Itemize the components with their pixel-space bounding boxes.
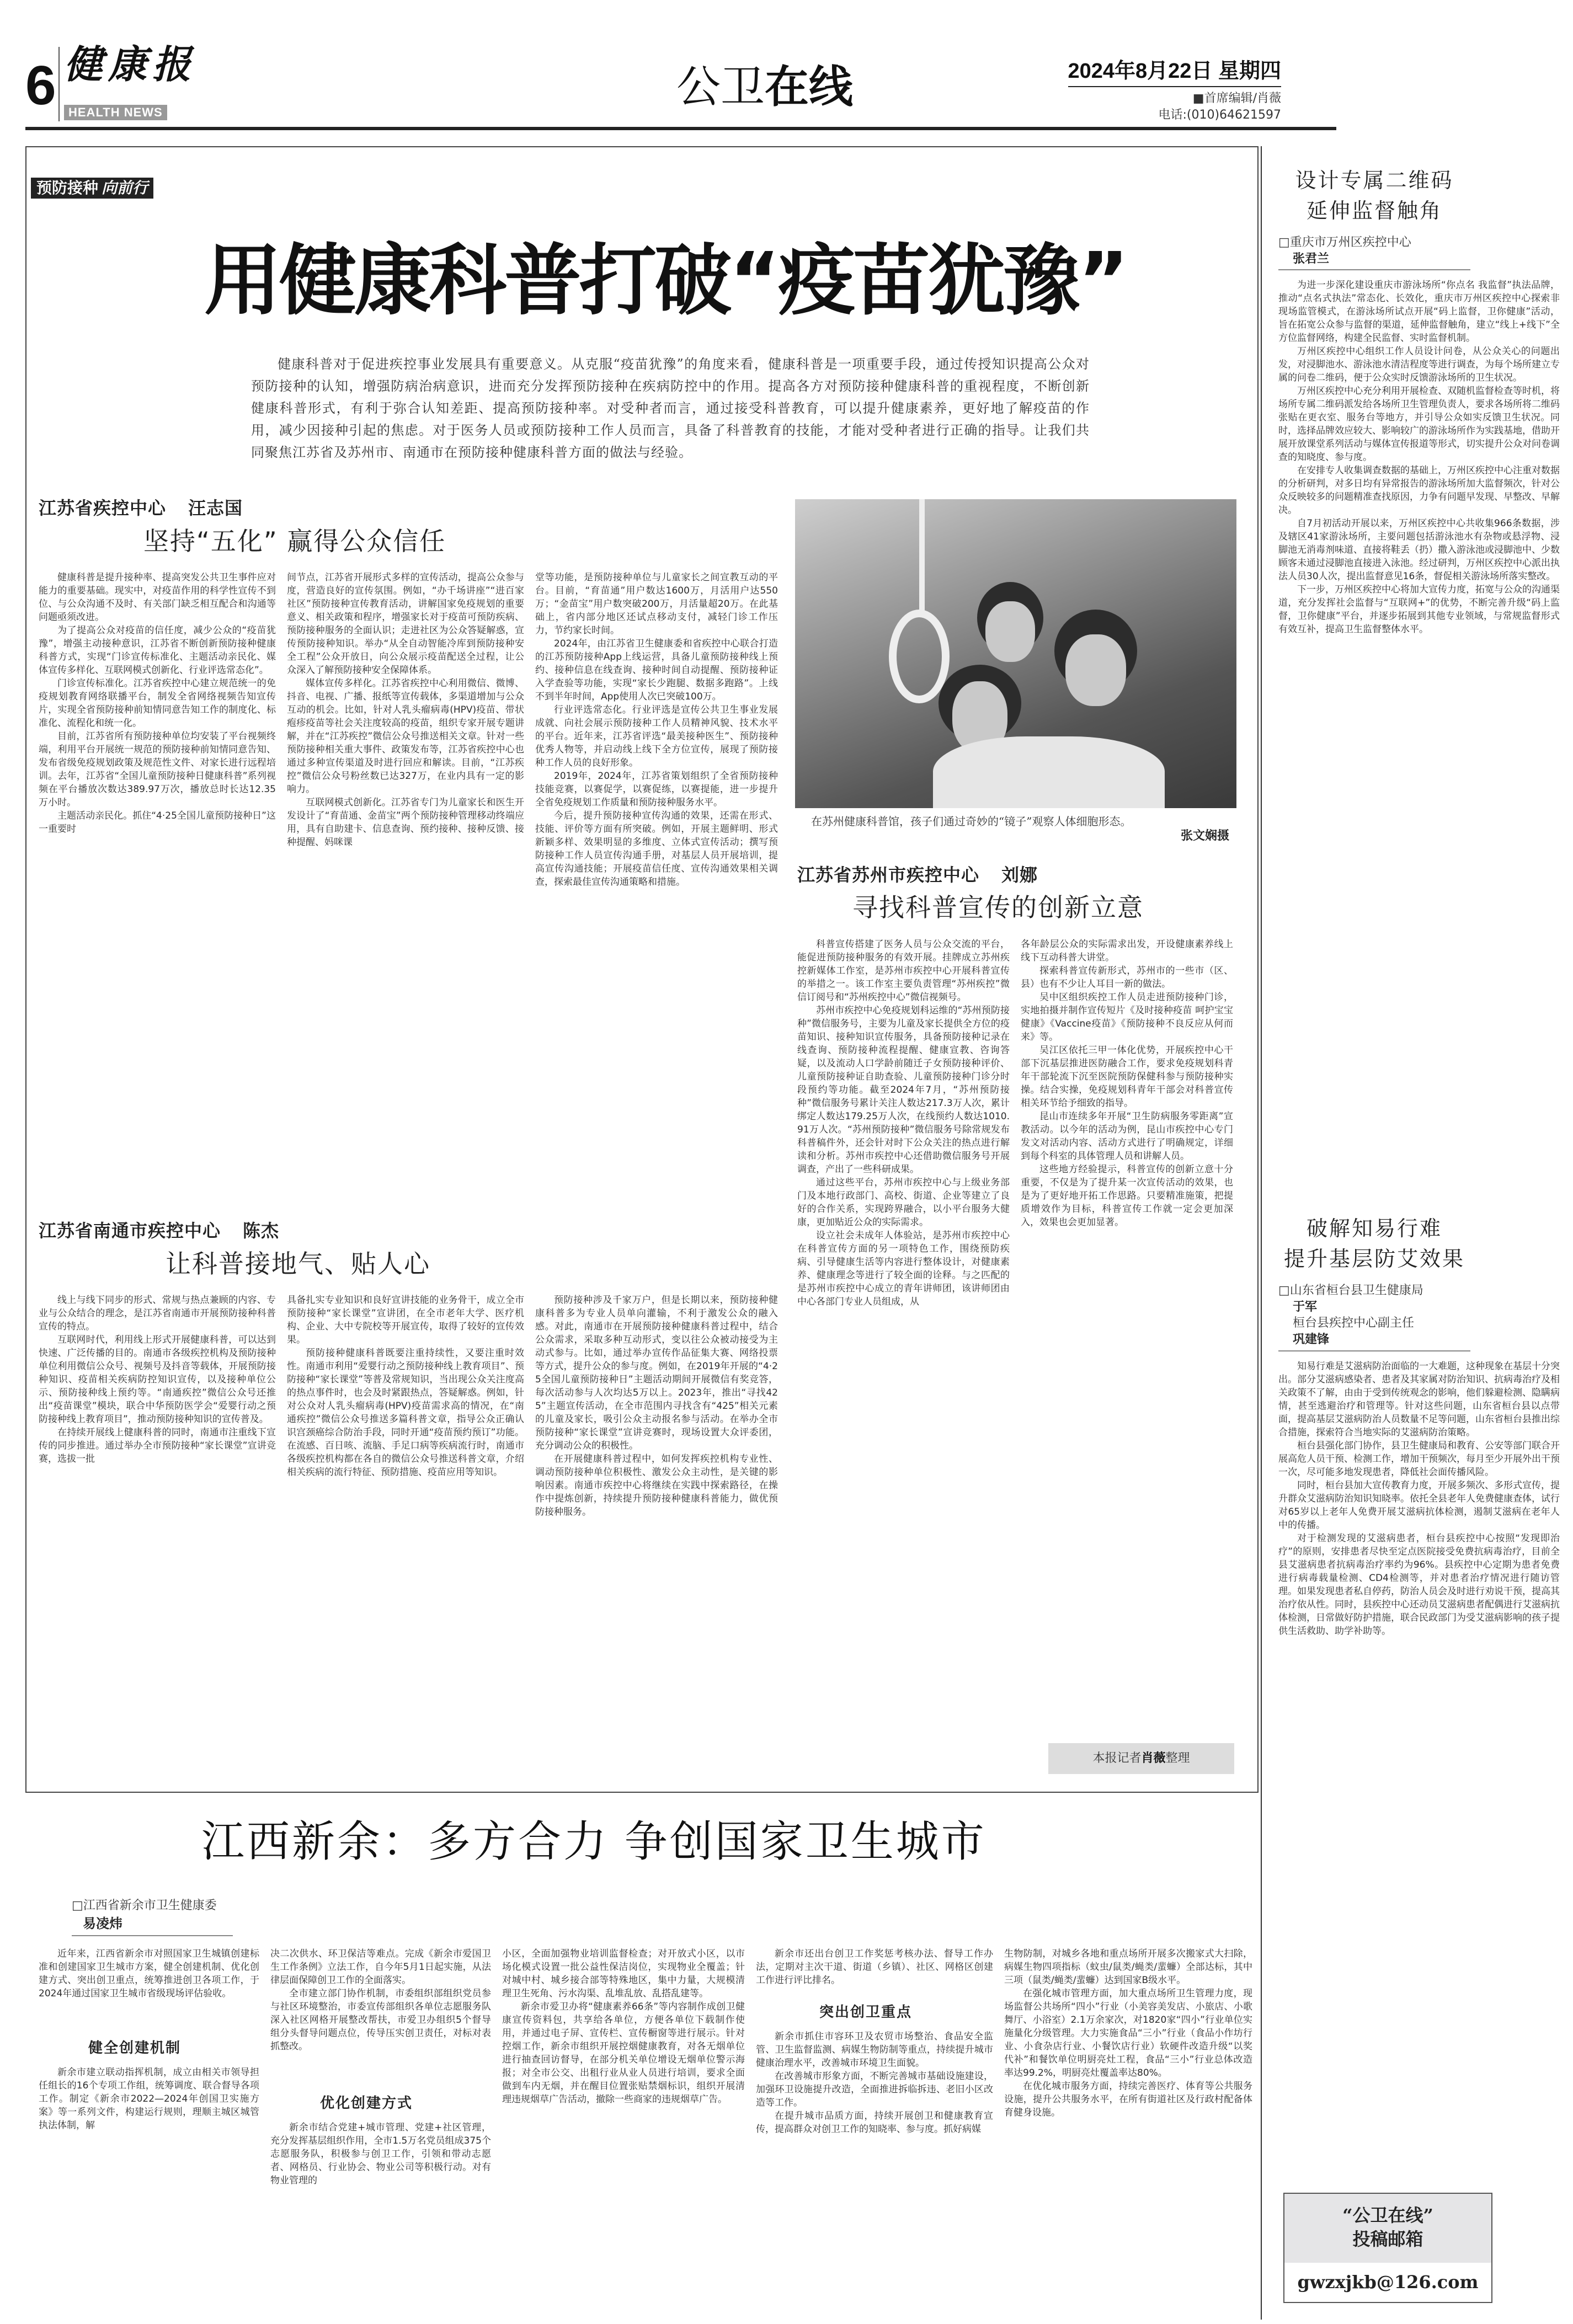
sidebar-story-2-body bbox=[1278, 1360, 1560, 1638]
masthead bbox=[25, 41, 1336, 130]
sidebar-story-2-org: □山东省桓台县卫生健康局 bbox=[1278, 1284, 1423, 1297]
paragraph: 万州区疾控中心组织工作人员设计问卷，从公众关心的问题出发，对浸脚池水、游泳池水清洁程度等进行调查，为每个场所建立专属的问卷二维码，便于公众实时反馈游泳场所的卫生状况。 bbox=[1278, 346, 1560, 383]
paragraph: 在安排专人收集调查数据的基础上，万州区疾控中心注重对数据的分析研判，对多日均有异常报告的游泳场所加大监督频次，针对公众反映较多的问题精准查找原因，力争有问题早发现、早整改、早解决。 bbox=[1278, 465, 1560, 516]
paragraph: 自7月初活动开展以来，万州区疾控中心共收集966条数据，涉及辖区41家游泳场所，主要问题包括游泳池水有杂物或悬浮物、浸脚池无消毒剂味道、直接将鞋丢（扔）撒入游泳池或浸脚池中、少数顾客未通过浸脚池直接进入泳池。经过研判，万州区疾控中心派出执法人员30人次，提出监督意见16条，督促相关游泳场所落实整改。 bbox=[1278, 518, 1560, 582]
bottom-column-4b bbox=[756, 2030, 993, 2136]
paragraph: 全市建立部门协作机制，市委组织部组织党员参与社区环境整治，市委宣传部组织各单位志愿服务队深入社区网格开展整改帮扶，市爱卫办组织5个督导组分头督导问题点位，传导压实创卫责任，对标对表抓整改。 bbox=[270, 1988, 491, 2052]
article-2-org: 江苏省苏州市疾控中心 bbox=[797, 864, 980, 885]
paragraph: 在提升城市品质方面，持续开展创卫和健康教育宣传，提高群众对创卫工作的知晓率、参与度。抓好病媒 bbox=[756, 2111, 993, 2135]
bottom-column-4 bbox=[756, 1947, 993, 1987]
bottom-author: 易凌炜 bbox=[83, 1915, 122, 1931]
paragraph: 吴中区组织疾控工作人员走进预防接种门诊，实地拍摄并制作宣传短片《及时接种疫苗 呵护宝宝健康》《Vaccine疫苗》《预防接种不良反应从何而来》等。 bbox=[1021, 992, 1233, 1043]
column-tag bbox=[31, 178, 153, 199]
paragraph: 在优化城市服务方面，持续完善医疗、体育等公共服务设施，提升公共服务水平，在所有街道社区及行政村配备体育健身设施。 bbox=[1004, 2081, 1252, 2118]
article-3-byline bbox=[39, 1222, 279, 1240]
article-2-title: 寻找科普宣传的创新立意 bbox=[852, 893, 1144, 922]
bottom-headline: 江西新余：多方合力 争创国家卫生城市 bbox=[201, 1817, 987, 1867]
paragraph: 新余市建立联动指挥机制，成立由相关市领导担任组长的16个专项工作组，统筹调度、联合督导各项工作。制定《新余市2022—2024年创国卫实施方案》等一系列文件，构建运行规则，理顺主城区城管执法体制，解 bbox=[39, 2067, 259, 2131]
masthead-divider bbox=[58, 47, 60, 121]
photo-mirror bbox=[889, 610, 950, 703]
feature-intro: 健康科普对于促进疾控事业发展具有重要意义。从克服“疫苗犹豫”的角度来看，健康科普是一项重要手段，通过传授知识提高公众对预防接种的认知，增强防病治病意识，进而充分发挥预防接种在疾病防控中的作用。提高各方对预防接种健康科普的重视程度，不断创新健康科普形式，有利于弥合认知差距、提高预防接种率。对受种者而言，通过接受科普教育，可以提升健康素养，更好地了解疫苗的作用，减少因接种引起的焦虑。对于医务人员或预防接种工作人员而言，具备了科普教育的技能，才能对受种者进行正确的指导。让我们共同聚焦江苏省及苏州市、南通市在预防接种健康科普方面的做法与经验。 bbox=[251, 356, 1090, 460]
article-3-title: 让科普接地气、贴人心 bbox=[166, 1249, 430, 1279]
paragraph: 万州区疾控中心充分利用开展检查、双随机监督检查等时机，将场所专属二维码派发给各场所卫生管理负责人，要求各场所将二维码张贴在更衣室、服务台等地方，并引导公众如实反馈卫生状况。同时，选择品牌效应较大、影响较广的游泳场所作为实践基地，借助开展开放课堂系列活动与媒体宣传报道等形式，切实提升公众对问卷调查的知晓度、参与度。 bbox=[1278, 386, 1560, 463]
paragraph: 互联网模式创新化。江苏省专门为儿童家长和医生开发设计了“育苗通、金苗宝”两个预防接种管理移动终端应用，具有自助建卡、信息查询、预约接种、接种反馈、接种提醒、妈咪课 bbox=[287, 797, 524, 848]
sidebar-story-2-org-2: 桓台县疾控中心副主任 bbox=[1293, 1316, 1415, 1331]
paragraph: 互联网时代，利用线上形式开展健康科普，可以达到快速、广泛传播的目的。南通市各级疾控机构及预防接种单位利用微信公众号、视频号及抖音等载体，开展预防接种知识、疫苗相关疾病防控知识宣传，以及接种单位公示、预防接种线上预约等。“南通疾控”微信公众号还推出“疫苗课堂”模块，联合中华预防医学会“爱婴行动之预防接种线上教育项目”，推动预防接种知识的宣传普及。 bbox=[39, 1334, 276, 1425]
sidebar-story-2-title-line: 提升基层防艾效果 bbox=[1283, 1247, 1465, 1271]
sidebar-story-1-org: □重庆市万州区疾控中心 bbox=[1278, 236, 1411, 249]
paragraph: 门诊宣传标准化。江苏省疾控中心建立规范统一的免疫规划教育网络联播平台，制发全省网络视频告知宣传片，实现全省预防接种前知情同意告知工作的制度化、标准化、流程化和统一化。 bbox=[39, 678, 276, 729]
bottom-column-5 bbox=[1004, 1947, 1252, 2119]
mailbox-header bbox=[1284, 2194, 1491, 2263]
article-1-column-2 bbox=[287, 571, 524, 849]
paragraph: 桓台县强化部门协作，县卫生健康局和教育、公安等部门联合开展高危人员干预、检测工作，增加干预频次，每月至少开展外出干预一次，尽可能多地发现患者，降低社会面传播风险。 bbox=[1278, 1440, 1560, 1478]
article-3-org: 江苏省南通市疾控中心 bbox=[39, 1220, 221, 1241]
paragraph: 在改善城市形象方面，不断完善城市基础设施建设，加强环卫设施提升改造，全面推进拆临拆违、老旧小区改造等工作。 bbox=[756, 2071, 993, 2108]
sidebar-story-2-author: 于军 bbox=[1293, 1300, 1318, 1314]
paragraph: 在强化城市管理方面，加大重点场所卫生管理力度，现场监督公共场所“四小”行业（小美容美发店、小旅店、小歌舞厅、小浴室）2.1万余家次，对1820家“四小”行业单位实施量化分级管理。大力实施食品“三小”行业（食品小作坊行业、小食杂店行业、小餐饮店行业）软硬件改造升级“以奖代补”和餐饮单位明厨亮灶工程，食品“三小”行业总体改造率达99.2%，明厨亮灶覆盖率达80%。 bbox=[1004, 1988, 1252, 2079]
paragraph: 近年来，江西省新余市对照国家卫生城镇创建标准和创建国家卫生城市方案，健全创建机制、优化创建方式、突出创卫重点，统筹推进创卫各项工作，于2024年通过国家卫生城市省级现场评估验收。 bbox=[39, 1948, 259, 1999]
photo-child-face bbox=[985, 601, 1035, 662]
paragraph: 2019年，2024年，江苏省策划组织了全省预防接种技能竞赛，以赛促学，以赛促练，以赛提能，进一步提升全省免疫规划工作质量和预防接种服务水平。 bbox=[535, 771, 778, 808]
mailbox-email[interactable]: gwzxjkb@126.com bbox=[1297, 2272, 1479, 2293]
article-1-column-3 bbox=[535, 571, 778, 889]
paragraph: 今后，提升预防接种宣传沟通的效果，还需在形式、技能、评价等方面有所突破。例如，开展主题鲜明、形式新颖多样、效果明显的多维度、立体式宣传活动；撰写预防接种工作人员宣传沟通手册，对基层人员开展培训，提高宣传沟通技能；开展疫苗信任度、宣传沟通效果相关调查，探索最佳宣传沟通策略和措施。 bbox=[535, 810, 778, 888]
paragraph: 新余市爱卫办将“健康素养66条”等内容制作成创卫健康宣传资料包，共享给各单位，方便各单位下载制作使用，并通过电子屏、宣传栏、宣传橱窗等进行展示。针对控烟工作，新余市组织开展控烟健康教育，对各无烟单位进行抽查回访督导，在部分机关单位增设无烟单位警示海报；对全市公交、出租行业从业人员进行培训，要求全面做到车内无烟，并在醒目位置张贴禁烟标识，组织开展清理违规烟草广告活动，撤除一些商家的违规烟草广告。 bbox=[502, 2001, 745, 2105]
sidebar-story-2-title bbox=[1278, 1214, 1470, 1274]
article-2-author: 刘娜 bbox=[1001, 864, 1038, 885]
masthead-rule bbox=[25, 127, 1336, 130]
paragraph: 媒体宣传多样化。江苏省疾控中心利用微信、微博、抖音、电视、广播、报纸等宣传载体，多渠道增加与公众互动的机会。比如，针对人乳头瘤病毒(HPV)疫苗、带状疱疹疫苗等社会关注度较高的疫苗，组织专家开展专题讲解，并在“江苏疾控”微信公众号推送相关文章。针对一些预防接种相关重大事件、政策发布等，江苏省疾控中心也通过多种宣传渠道及时进行回应和解读。目前，“江苏疾控”微信公众号粉丝数已达327万，在业内具有一定的影响力。 bbox=[287, 678, 524, 795]
bottom-column-2b bbox=[270, 2121, 491, 2187]
paragraph: 间节点，江苏省开展形式多样的宣传活动，提高公众参与度，营造良好的宣传氛围。例如，“办千场讲座”“进百家社区”预防接种宣传教育活动，讲解国家免疫规划的重要意义、相关政策和程序，增强家长对于疫苗可预防疾病、预防接种服务的全面认识；走进社区为公众答疑解惑，宣传预防接种知识。举办“从全自动智能冷库到预防接种安全工程”公众开放日，向公众展示疫苗配送全过程，让公众深入了解预防接种安全保障体系。 bbox=[287, 572, 524, 676]
paragraph: 堂等功能，是预防接种单位与儿童家长之间宣教互动的平台。目前，“育苗通”用户数达1600万，月活用户达550万；“金苗宝”用户数突破200万，月活量超20万。在此基础上，省内部分地区还试点移动支付，减轻门诊工作压力，节约家长时间。 bbox=[535, 572, 778, 636]
sidebar-story-1-body bbox=[1278, 279, 1560, 636]
paragraph: 预防接种涉及千家万户，但是长期以来，预防接种健康科普多为专业人员单向灌输，不利于激发公众的融入感。对此，南通市在开展预防接种健康科普过程中，结合公众需求，采取多种互动形式，变以往公众被动接受为主动式参与。比如，通过举办宣传作品征集大赛、网络投票等方式，提升公众的参与度。例如，在2019年开展的“4·25全国儿童预防接种日”主题活动期间开展微信有奖竞答，每次活动参与人次均达5万以上。2023年，推出“寻找425”主题宣传活动，在全市范围内寻找含有“425”相关元素的儿童及家长，吸引公众主动报名参与活动。在举办全市预防接种“家长课堂”宣讲竞赛时，现场设置大众评委团，充分调动公众的积极性。 bbox=[535, 1295, 778, 1451]
column-tag-accent: 向前行 bbox=[102, 179, 148, 197]
paragraph: 新余市结合党建+城市管理、党建+社区管理，充分发挥基层组织作用，全市1.5万名党员组成375个志愿服务队，积极参与创卫工作，引领和带动志愿者、网格员、行业协会、物业公司等积极行动。对有物业管理的 bbox=[270, 2122, 491, 2186]
paragraph: 目前，江苏省所有预防接种单位均安装了平台视频终端，利用平台开展统一规范的预防接种前知情同意告知、发布省级免疫规划政策及规范性文件、对家长进行远程培训。去年，江苏省“全国儿童预防接种日健康科普”系列视频在平台播放次数达389.97万次，播放总时长达12.35万小时。 bbox=[39, 731, 276, 808]
article-2-column-2 bbox=[1021, 938, 1233, 1229]
article-3-column-1 bbox=[39, 1294, 276, 1466]
paragraph: 健康科普是提升接种率、提高突发公共卫生事件应对能力的重要基础。现实中，对疫苗作用的科学性宣传不到位、与公众沟通不及时、有关部门缺乏相互配合和沟通等问题亟须改进。 bbox=[39, 572, 276, 623]
photo-child-face bbox=[1065, 634, 1126, 706]
bottom-column-3 bbox=[502, 1947, 745, 2106]
compiled-by-box bbox=[1048, 1743, 1234, 1774]
feature-headline: 用健康科普打破“疫苗犹豫” bbox=[204, 236, 1127, 326]
sidebar-story-1-byline bbox=[1278, 234, 1470, 270]
photo-caption: 在苏州健康科普馆，孩子们通过奇妙的“镜子”观察人体细胞形态。 bbox=[811, 815, 1132, 828]
paragraph: 在开展健康科普过程中，如何发挥疾控机构专业性、调动预防接种单位积极性、激发公众主动性，是关键的影响因素。南通市疾控中心将继续在实践中探索路径，在操作中提炼创新，持续提升预防接种健康科普能力，做优预防接种服务。 bbox=[535, 1454, 778, 1518]
paragraph: 在持续开展线上健康科普的同时，南通市注重线下宣传的同步推进。通过举办全市预防接种“家长课堂”宣讲竞赛，选拔一批 bbox=[39, 1427, 276, 1465]
article-3-author: 陈杰 bbox=[243, 1220, 280, 1241]
article-1-author: 汪志国 bbox=[188, 498, 243, 519]
issue-date: 2024年8月22日 星期四 bbox=[1068, 61, 1282, 87]
bottom-column-1b bbox=[39, 2066, 259, 2132]
paragraph: 通过这些平台，苏州市疾控中心与上级业务部门及本地行政部门、高校、街道、企业等建立了良好的合作关系，实现跨界融合，以小平台服务大健康，更加贴近公众的实际需求。 bbox=[797, 1177, 1010, 1228]
paragraph: 行业评选常态化。行业评选是宣传公共卫生事业发展成就、向社会展示预防接种工作人员精神风貌、技术水平的平台。近年来，江苏省评选“最美接种医生”、预防接种优秀人物等，并启动线上线下全方位宣传，展现了预防接种工作人员的良好形象。 bbox=[535, 704, 778, 768]
paragraph: 昆山市连续多年开展“卫生防病服务零距离”宣教活动。以今年的活动为例，昆山市疾控中心专门发文对活动内容、活动方式进行了明确规定，详细到每个科室的具体管理人员和讲解人员。 bbox=[1021, 1111, 1233, 1162]
compiled-by-suffix: 整理 bbox=[1165, 1751, 1190, 1765]
paragraph: 主题活动亲民化。抓住“4·25全国儿童预防接种日”这一重要时 bbox=[39, 810, 276, 835]
sidebar-story-1-title bbox=[1278, 165, 1470, 226]
paragraph: 知易行难是艾滋病防治面临的一大难题，这种现象在基层十分突出。部分艾滋病感染者、患者及其家属对防治知识、抗病毒治疗及相关政策不了解，由由于受到传统观念的影响，他们躲避检测、隐瞒病情，甚至逃避治疗和管理等。针对这些问题，山东省桓台县以点带面，提高基层艾滋病防治人员数量不足等问题，山东省桓台县推出综合措施，探索符合当地实际的艾滋病防治策略。 bbox=[1278, 1361, 1560, 1438]
photo-credit: 张文娴摄 bbox=[1181, 829, 1230, 843]
paragraph: 为了提高公众对疫苗的信任度，减少公众的“疫苗犹豫”，增强主动接种意识，江苏省不断创新预防接种健康科普方式，实现“门诊宣传标准化、主题活动亲民化、媒体宣传多样化、互联网模式创新化、行业评选常态化”。 bbox=[39, 625, 276, 676]
sidebar-story-2-title-line: 破解知易行难 bbox=[1306, 1216, 1442, 1241]
article-1-title: 坚持“五化” 赢得公众信任 bbox=[143, 526, 446, 556]
bottom-column-1 bbox=[39, 1947, 259, 2000]
contact-phone: 电话:(010)64621597 bbox=[1158, 108, 1281, 122]
paragraph: 小区，全面加强物业培训监督检查；对开放式小区，以市场化模式设置一批公益性保洁岗位，实现物业全覆盖；针对城中村、城乡接合部等特殊地区，集中力量，大规模清理卫生死角、污水沟渠、乱堆乱放、乱搭乱建等。 bbox=[502, 1948, 745, 1999]
sidebar-story-2-author-2: 巩建锋 bbox=[1293, 1333, 1330, 1347]
bottom-subheading-3: 突出创卫重点 bbox=[819, 2004, 913, 2021]
paragraph: 具备扎实专业知识和良好宣讲技能的业务骨干，成立全市预防接种“家长课堂”宣讲团，在全市老年大学、医疗机构、企业、大中专院校等开展宣传，取得了较好的宣传效果。 bbox=[287, 1295, 524, 1345]
paragraph: 苏州市疾控中心免疫规划科运维的“苏州预防接种”微信服务号，主要为儿童及家长提供全方位的疫苗知识、接种知识宣传服务，具备预防接种记录在线查询、预防接种流程提醒、健康宣教、咨询答疑，以及流动人口学龄前随迁子女预防接种评价、儿童预防接种证自助查验、儿童预防接种门诊分时段预约等功能。截至2024年7月，“苏州预防接种”微信服务号累计关注人数达217.3万人次，累计绑定人数达179.25万人次，在线预约人数达1010.91万人次。“苏州预防接种”微信服务号除常规发布科普稿件外，还会针对时下公众关注的热点进行解读和分析。苏州市疾控中心还借助微信服务号开展调查，产出了一些科研成果。 bbox=[797, 1005, 1010, 1175]
submission-mailbox bbox=[1283, 2193, 1492, 2303]
paragraph: 吴江区依托三甲一体化优势，开展疾控中心干部下沉基层推进医防融合工作，要求免疫规划科青年干部轮流下沉至医院预防保健科参与预防接种实操。结合实操，免疫规划科青年干部会对科普宣传相关环节给予细致的指导。 bbox=[1021, 1045, 1233, 1109]
article-3-column-2 bbox=[287, 1294, 524, 1479]
article-3-column-3 bbox=[535, 1294, 778, 1519]
newspaper-logo-english: HEALTH NEWS bbox=[64, 105, 167, 120]
article-2-column-1 bbox=[797, 938, 1010, 1308]
paragraph: 下一步，万州区疾控中心将加大宣传力度，拓宽与公众的沟通渠道，充分发挥社会监督与“互联网+”的优势，不断完善升级“码上监督，卫你健康”平台，并逐步拓展到其他专业领域，与常规监督形式有效互补，提高卫生监督整体水平。 bbox=[1278, 584, 1560, 635]
bottom-subheading-1: 健全创建机制 bbox=[88, 2040, 182, 2056]
section-title bbox=[676, 61, 853, 113]
article-1-org: 江苏省疾控中心 bbox=[39, 498, 167, 519]
bottom-org: □江西省新余市卫生健康委 bbox=[72, 1899, 217, 1912]
paragraph: 这些地方经验提示，科普宣传的创新立意十分重要，不仅是为了提升某一次宣传活动的效果，也是为了更好地开拓工作思路。只要精准施策，把提质增效作为目标，科普宣传工作就一定会更加深入，效果也会更加显著。 bbox=[1021, 1164, 1233, 1228]
bottom-subheading-2: 优化创建方式 bbox=[320, 2095, 413, 2112]
paragraph: 决二次供水、环卫保洁等难点。完成《新余市爱国卫生工作条例》立法工作，自今年5月1日起实施，从法律层面保障创卫工作的全面落实。 bbox=[270, 1948, 491, 1986]
feature-photo bbox=[795, 499, 1236, 808]
sidebar-story-2-byline bbox=[1278, 1283, 1470, 1351]
article-2-byline bbox=[797, 866, 1038, 884]
paragraph: 各年龄层公众的实际需求出发，开设健康素养线上线下互动科普大讲堂。 bbox=[1021, 939, 1233, 963]
article-1-column-1 bbox=[39, 571, 276, 836]
article-1-byline bbox=[39, 499, 243, 517]
section-title-part-a: 公卫 bbox=[676, 61, 765, 113]
bottom-byline bbox=[72, 1898, 233, 1936]
paragraph: 科普宣传搭建了医务人员与公众交流的平台，能促进预防接种服务的有效开展。挂牌成立苏州疾控新媒体工作室，是苏州市疾控中心开展科普宣传的举措之一。该工作室主要负责管理“苏州疾控”微信订阅号和“苏州疾控中心”微信视频号。 bbox=[797, 939, 1010, 1003]
column-tag-label: 预防接种 bbox=[36, 179, 99, 197]
page-number: 6 bbox=[25, 55, 56, 116]
paragraph: 同时，桓台县加大宣传教育力度，开展多频次、多形式宣传，提升群众艾滋病防治知识知晓率。依托全县老年人免费健康查体，试行对65岁以上老年人免费开展艾滋病抗体检测，遏制艾滋病在老年人中的传播。 bbox=[1278, 1480, 1560, 1531]
paragraph: 新余市还出台创卫工作奖惩考核办法、督导工作办法，定期对主次干道、街道（乡镇）、社区、网格区创建工作进行评比排名。 bbox=[756, 1948, 993, 1986]
mailbox-subtitle: 投稿邮箱 bbox=[1352, 2229, 1423, 2250]
compiled-by-name: 肖薇 bbox=[1141, 1751, 1166, 1765]
section-title-part-b: 在线 bbox=[765, 61, 853, 113]
paragraph: 新余市抓住市容环卫及农贸市场整治、食品安全监管、卫生监督监测、病媒生物防制等重点，持续提升城市健康治理水平，改善城市环境卫生面貌。 bbox=[756, 2031, 993, 2069]
chief-editor: ■首席编辑/肖薇 bbox=[1192, 92, 1281, 105]
photo-children-clothing bbox=[933, 736, 1165, 808]
sidebar-story-1-title-line: 延伸监督触角 bbox=[1306, 199, 1442, 223]
compiled-by-prefix: 本报记者 bbox=[1092, 1751, 1142, 1765]
photo-mirror-arm bbox=[919, 499, 925, 615]
mailbox-title: “公卫在线” bbox=[1342, 2205, 1433, 2226]
sidebar-story-1-author: 张君兰 bbox=[1293, 252, 1330, 266]
paragraph: 线上与线下同步的形式、常规与热点兼顾的内容、专业与公众结合的理念，是江苏省南通市开展预防接种科普宣传的特点。 bbox=[39, 1295, 276, 1332]
paragraph: 设立社会未成年人体验站，是苏州市疾控中心在科普宣传方面的另一项特色工作，围绕预防疾病、引导健康生活等内容进行整体设计，对健康素养、健康理念等进行了较全面的诠释。与之匹配的是苏州市疾控中心成立的青年讲师团，该讲师团由中心各部门专业人员组成，从 bbox=[797, 1230, 1010, 1307]
paragraph: 生物防制，对城乡各地和重点场所开展多次搬家式大扫除，病媒生物四项指标（蚊虫/鼠类/蝇类/蜚蠊）全部达标，其中三项（鼠类/蝇类/蜚蠊）达到国家B级水平。 bbox=[1004, 1948, 1252, 1986]
bottom-column-2 bbox=[270, 1947, 491, 2053]
paragraph: 对于检测发现的艾滋病患者，桓台县疾控中心按照“发现即治疗”的原则，安排患者尽快至定点医院接受免费抗病毒治疗，目前全县艾滋病患者抗病毒治疗率约为96%。县疾控中心定期为患者免费进行病毒载量检测、CD4检测等，并对患者治疗情况进行随访管理。如果发现患者私自停药，防治人员会及时进行劝说干预，提高其治疗依从性。同时，县疾控中心还动员艾滋病患者配偶进行艾滋病抗体检测，日常做好防护措施，联合民政部门为受艾滋病影响的孩子提供生活救助、助学补助等。 bbox=[1278, 1533, 1560, 1637]
sidebar-divider bbox=[1261, 146, 1262, 2320]
newspaper-logo: 健康报 bbox=[64, 41, 196, 87]
paragraph: 预防接种健康科普既要注重持续性，又要注重时效性。南通市利用“爱婴行动之预防接种线上教育项目”、预防接种“家长课堂”等普及常规知识，当出现公众关注度高的热点事件时，也会及时紧跟热点，答疑解惑。例如，针对公众对人乳头瘤病毒(HPV)疫苗需求高的情况，在“南通疾控”微信公众号推送多篇科普文章，指导公众正确认识宫颈癌综合防治手段，同时开通“疫苗预约预订”功能。在流感、百日咳、流脑、手足口病等疾病流行时，南通市各级疾控机构都在各自的微信公众号推送科普文章，介绍相关疾病的流行特征、预防措施、疫苗应用等知识。 bbox=[287, 1348, 524, 1478]
paragraph: 2024年，由江苏省卫生健康委和省疾控中心联合打造的江苏预防接种App上线运营，具备儿童预防接种线上预约、接种信息在线查询、接种时间自动提醒、预防接种证入学查验等功能，实现“家长少跑腿、数据多跑路”。上线不到半年时间，App使用人次已突破100万。 bbox=[535, 638, 778, 702]
paragraph: 为进一步深化建设重庆市游泳场所“你点名 我监督”执法品牌，推动“点名式执法”常态化、长效化，重庆市万州区疾控中心探索非现场监管模式，在游泳场所试点开展“码上监督，卫你健康”活动，旨在拓宽公众参与监督的渠道，延伸监督触角，建立“线上+线下”全方位监督网络，构建全民监督、实时监督机制。 bbox=[1278, 280, 1560, 344]
paragraph: 探索科普宣传新形式，苏州市的一些市（区、县）也有不少让人耳目一新的做法。 bbox=[1021, 965, 1233, 990]
sidebar-story-1-title-line: 设计专属二维码 bbox=[1295, 168, 1454, 193]
